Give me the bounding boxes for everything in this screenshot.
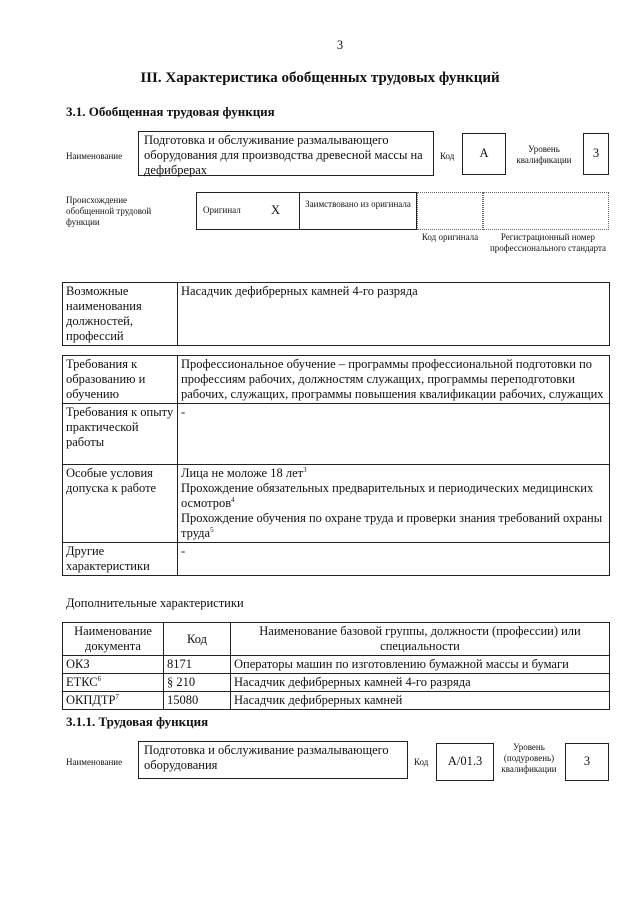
gtf-level-label: Уровень квалификации	[516, 144, 572, 165]
tf-level-value: 3	[583, 754, 591, 768]
header-code: Код	[164, 623, 231, 656]
origin-borrowed-cell	[299, 192, 417, 230]
page-number: 3	[336, 38, 344, 52]
row-code: § 210	[164, 674, 231, 692]
row-doc: ОКПДТР$^7$	[63, 692, 164, 710]
gtf-code-box	[462, 133, 506, 175]
code-original-label: Код оригинала	[421, 232, 479, 242]
table-row	[63, 356, 610, 404]
section-title: III. Характеристика обобщенных трудовых функций	[140, 70, 500, 86]
row-doc: ОКЗ	[63, 656, 164, 674]
table-row	[63, 404, 610, 465]
tf-name-label: Наименование	[66, 757, 123, 767]
row-code: 8171	[164, 656, 231, 674]
education-label: Требования к образованию и обучению	[63, 356, 178, 404]
table-row	[63, 543, 610, 576]
tf-code-label: Код	[414, 757, 429, 767]
conditions-value	[178, 465, 610, 543]
original-mark: X	[271, 203, 281, 217]
table-row	[63, 692, 610, 710]
condition-age: Лица не моложе 18 лет$^3$	[181, 465, 307, 480]
education-value: Профессиональное обучение – программы профессиональной подготовки по профессиям рабочих, должностям служащих, программы переподготовки рабочих, служащих, программы повышения квалификации рабочих, служащих	[178, 356, 610, 404]
tf-level-box	[565, 743, 609, 781]
table-row	[63, 283, 610, 346]
origin-reg-cell	[483, 192, 609, 230]
additional-heading: Дополнительные характеристики	[66, 596, 244, 610]
condition-safety: Прохождение обучения по охране труда и проверки знания требований охраны труда$^5$	[181, 511, 603, 540]
table-row	[63, 656, 610, 674]
other-value: -	[178, 543, 610, 576]
gtf-name-value: Подготовка и обслуживание размалывающего оборудования для производства древесной массы на дефибрерах	[144, 133, 423, 177]
tf-code-box	[436, 743, 494, 781]
origin-original-cell	[196, 192, 300, 230]
reg-number-label: Регистрационный номер профессионального стандарта	[489, 232, 607, 253]
header-document: Наименование документа	[63, 623, 164, 656]
positions-label: Возможные наименования должностей, профессий	[63, 283, 178, 346]
original-label: Оригинал	[203, 205, 241, 215]
gtf-heading: 3.1. Обобщенная трудовая функция	[66, 104, 275, 119]
origin-code-cell	[417, 192, 483, 230]
table-row	[63, 674, 610, 692]
conditions-label: Особые условия допуска к работе	[63, 465, 178, 543]
row-name: Насадчик дефибрерных камней 4-го разряда	[231, 674, 610, 692]
tf-code-value: A/01.3	[447, 754, 483, 768]
gtf-name-box	[138, 131, 434, 176]
header-name: Наименование базовой группы, должности (профессии) или специальности	[231, 623, 610, 656]
experience-value: -	[178, 404, 610, 465]
gtf-level-box	[583, 133, 609, 175]
table-row	[63, 465, 610, 543]
borrowed-label: Заимствовано из оригинала	[305, 199, 411, 209]
additional-table	[62, 622, 610, 710]
experience-label: Требования к опыту практической работы	[63, 404, 178, 465]
row-name: Насадчик дефибрерных камней	[231, 692, 610, 710]
row-doc: ЕТКС$^6$	[63, 674, 164, 692]
positions-table	[62, 282, 610, 346]
row-name: Операторы машин по изготовлению бумажной массы и бумаги	[231, 656, 610, 674]
gtf-code-value: A	[479, 146, 489, 160]
gtf-origin-label: Происхождение обобщенной трудовой функции	[66, 195, 152, 227]
gtf-name-label: Наименование	[66, 151, 123, 161]
table-header-row	[63, 623, 610, 656]
tf-name-value: Подготовка и обслуживание размалывающего оборудования	[144, 743, 389, 772]
gtf-code-label: Код	[440, 151, 455, 161]
tf-name-box	[138, 741, 408, 779]
row-code: 15080	[164, 692, 231, 710]
other-label: Другие характеристики	[63, 543, 178, 576]
gtf-level-value: 3	[592, 146, 600, 160]
tf-heading: 3.1.1. Трудовая функция	[66, 714, 209, 729]
condition-medical: Прохождение обязательных предварительных и периодических медицинских осмотров$^4$	[181, 481, 594, 510]
requirements-table	[62, 355, 610, 576]
tf-level-label: Уровень (подуровень) квалификации	[501, 742, 557, 774]
positions-value: Насадчик дефибрерных камней 4-го разряда	[178, 283, 610, 346]
